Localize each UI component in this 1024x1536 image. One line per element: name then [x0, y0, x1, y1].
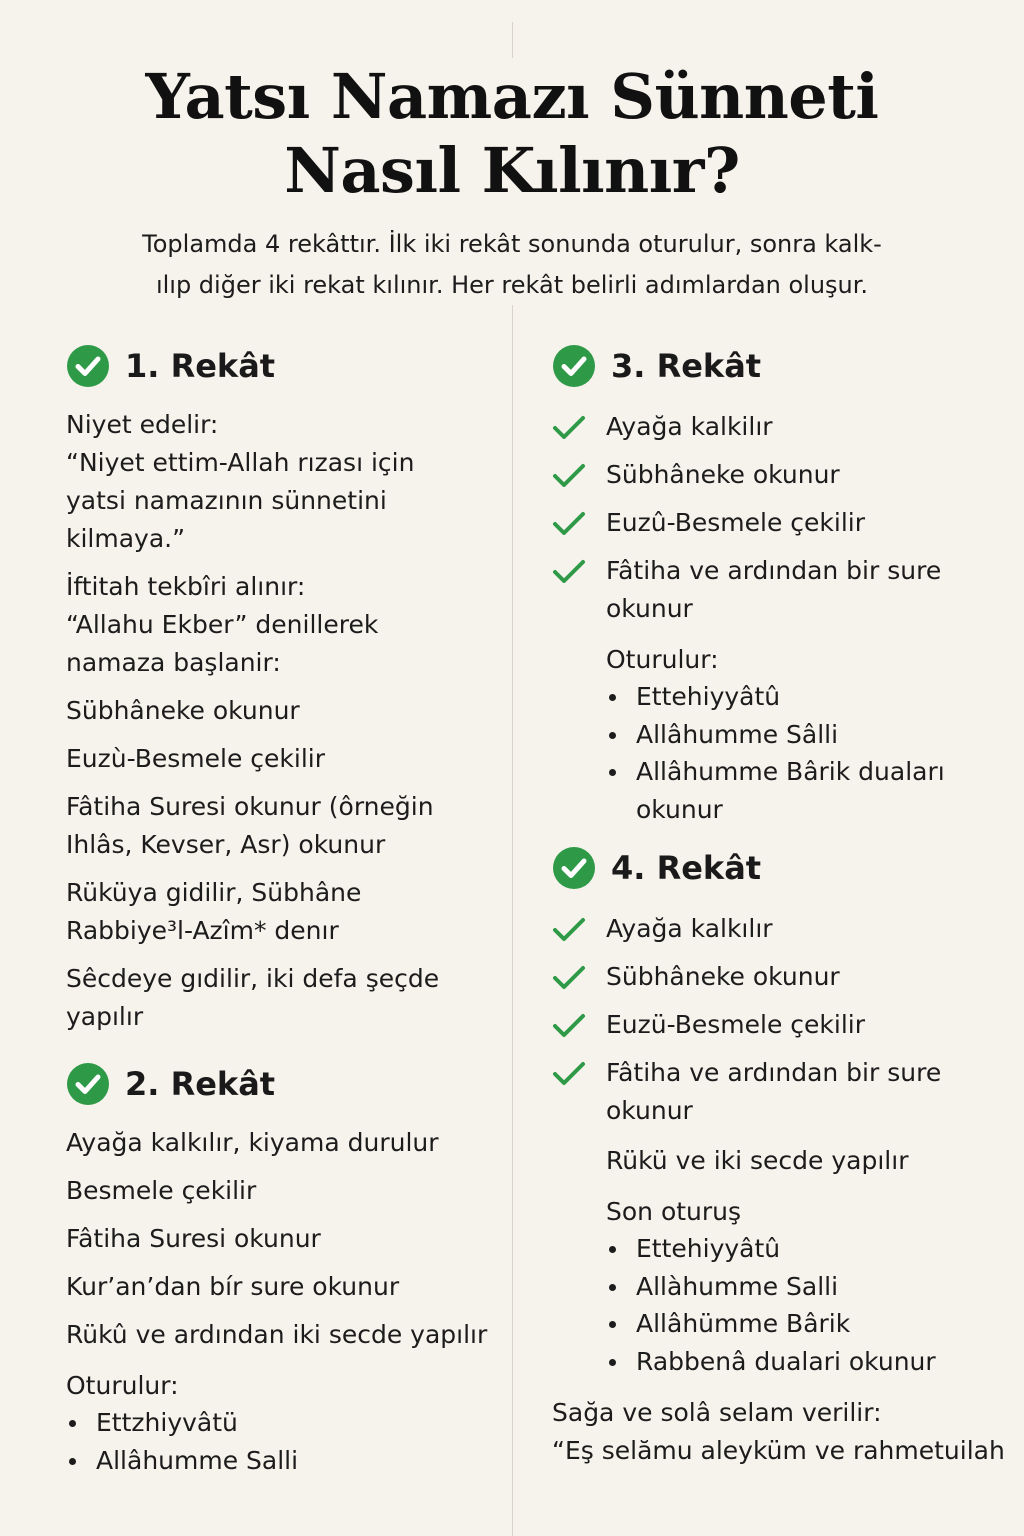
- check-item: [552, 552, 1016, 628]
- bullet-item: [606, 716, 1016, 754]
- check-icon: [552, 504, 586, 542]
- bullet-line: Allâhumme Sâlli: [636, 719, 839, 749]
- step-line: Ayağa kalkilır: [606, 412, 773, 441]
- step-line: yapılır: [66, 1002, 144, 1031]
- step-item: [66, 1220, 506, 1258]
- step-line: “Allahu Ekber” denillerek: [66, 610, 379, 639]
- check-item: [552, 1006, 1016, 1044]
- section-title: 3. Rekât: [611, 347, 762, 385]
- step-line: Ayağa kalkılır, kiyama durulur: [66, 1128, 439, 1157]
- check-icon: [552, 1006, 586, 1044]
- bullet-item: [66, 1442, 506, 1480]
- sitting-label: Oturulur:: [606, 645, 719, 674]
- bullet-line: Allâhümme Bârik: [636, 1309, 851, 1338]
- step-line: yatsi namazının sünnetini: [66, 486, 387, 515]
- rekat-3-sitting: [606, 642, 1016, 828]
- closing-line: “Eş selămu aleyküm ve rahmetuilah: [552, 1436, 1005, 1465]
- section-title: 1. Rekât: [125, 347, 276, 385]
- rekat-2-steps: [66, 1124, 506, 1354]
- step-line: Rabbiye³l-Azîm* denır: [66, 916, 339, 945]
- bullet-item: [606, 678, 1016, 716]
- bullet-item: [606, 1230, 1016, 1268]
- bullet-line: Rabbenâ dualari okunur: [636, 1346, 936, 1376]
- step-item: [66, 568, 506, 682]
- step-line: Ihlâs, Kevser, Asr) okunur: [66, 830, 386, 859]
- step-line: Rüküya gidilir, Sübhâne: [66, 878, 362, 907]
- left-column: [66, 340, 506, 1479]
- bullet-line: Ettehiyyâtû: [636, 682, 781, 711]
- sitting-label: Son oturuş: [606, 1197, 742, 1226]
- step-line: Sübhâneke okunur: [66, 696, 300, 725]
- bullet-line: Allâhumme Bârik duaları: [636, 757, 945, 786]
- step-line: “Niyet ettim-Allah rızası için: [66, 448, 415, 477]
- step-line: Niyet edelir:: [66, 410, 219, 439]
- bullet-item: [606, 1305, 1016, 1343]
- step-line: Fâtiha ve ardından bir sure: [606, 556, 942, 585]
- column-divider: [512, 305, 513, 1536]
- step-line: Euzù-Besmele çekilir: [66, 744, 326, 773]
- title-line: Nasıl Kılınır?: [284, 134, 740, 207]
- step-item: [66, 1316, 506, 1354]
- step-item: [66, 874, 506, 950]
- step-line: Sêcdeye gıdilir, iki defa şeçde: [66, 964, 440, 993]
- step-line: Fâtiha ve ardından bir sure: [606, 1058, 942, 1087]
- step-item: [66, 406, 506, 558]
- bullet-item: [606, 1268, 1016, 1306]
- check-icon: [552, 1054, 586, 1092]
- page-title: [0, 60, 1024, 208]
- bullet-line: Allâhumme Salli: [96, 1445, 299, 1475]
- check-item: [552, 456, 1016, 494]
- rekat-4-final-sitting: [606, 1194, 1016, 1380]
- rekat-2-sitting: [66, 1368, 506, 1479]
- sitting-label: Oturulur:: [66, 1371, 179, 1400]
- step-line: Fâtiha Suresi okunur (ôrneğin: [66, 792, 434, 821]
- closing-line: Sağa ve solâ selam verilir:: [552, 1398, 882, 1427]
- check-icon: [552, 408, 586, 446]
- step-line: Sübhâneke okunur: [606, 460, 840, 489]
- step-line: Fâtiha Suresi okunur: [66, 1224, 321, 1253]
- step-item: [66, 960, 506, 1036]
- bullet-line: Ettehiyyâtû: [636, 1234, 781, 1263]
- check-circle-icon: [66, 344, 110, 388]
- rekat-1-steps: [66, 406, 506, 1036]
- bullet-line: okunur: [636, 794, 723, 824]
- intro-line: ılıp diğer iki rekat kılınır. Her rekât belirli adımlardan oluşur.: [155, 271, 869, 299]
- step-item: [66, 740, 506, 778]
- step-line: Rükû ve ardından iki secde yapılır: [66, 1320, 488, 1349]
- step-line: okunur: [606, 594, 693, 623]
- section-title: 2. Rekât: [125, 1065, 276, 1103]
- check-circle-icon: [552, 846, 596, 890]
- check-icon: [552, 552, 586, 590]
- step-item: [66, 1124, 506, 1162]
- bullet-line: Ettzhiyvâtü: [96, 1408, 238, 1437]
- step-line: İftitah tekbîri alınır:: [66, 572, 306, 601]
- step-item: [66, 788, 506, 864]
- step-line: Euzû-Besmele çekilir: [606, 508, 866, 537]
- step-line: Besmele çekilir: [66, 1176, 257, 1205]
- intro-text: [112, 224, 912, 306]
- closing-text: [552, 1394, 1022, 1470]
- step-item: [66, 692, 506, 730]
- step-item: [66, 1268, 506, 1306]
- check-circle-icon: [552, 344, 596, 388]
- step-item: [66, 1172, 506, 1210]
- bullet-list: [66, 1404, 506, 1479]
- section-title: 4. Rekât: [611, 849, 762, 887]
- intro-line: Toplamda 4 rekâttır. İlk iki rekât sonunda oturulur, sonra kalk-: [142, 230, 882, 258]
- step-line: Ayağa kalkılır: [606, 914, 773, 943]
- section-header-rekat-3: [552, 340, 1016, 392]
- step-line: Kur’an’dan bír sure okunur: [66, 1272, 400, 1301]
- bullet-item: [66, 1404, 506, 1442]
- section-header-rekat-1: [66, 340, 506, 392]
- check-item: [552, 504, 1016, 542]
- rekat-4-extra-step: Rükü ve iki secde yapılır: [606, 1146, 909, 1175]
- step-line: kilmaya.”: [66, 524, 186, 553]
- rekat-4-steps: [552, 910, 1016, 1130]
- check-item: [552, 958, 1016, 996]
- check-item: [552, 910, 1016, 948]
- bullet-line: Allàhumme Salli: [636, 1271, 839, 1301]
- check-item: [552, 1054, 1016, 1130]
- bullet-list: [606, 678, 1016, 828]
- check-icon: [552, 456, 586, 494]
- bullet-list: [606, 1230, 1016, 1380]
- step-line: okunur: [606, 1096, 693, 1125]
- rekat-3-steps: [552, 408, 1016, 628]
- check-icon: [552, 910, 586, 948]
- section-header-rekat-2: [66, 1058, 506, 1110]
- bullet-item: [606, 1343, 1016, 1381]
- section-header-rekat-4: [552, 842, 1016, 894]
- step-line: Euzü-Besmele çekilir: [606, 1010, 866, 1039]
- step-line: namaza başlanir:: [66, 648, 281, 677]
- right-column: [552, 340, 1016, 1380]
- title-line: Yatsı Namazı Sünneti: [145, 60, 879, 133]
- check-item: [552, 408, 1016, 446]
- check-icon: [552, 958, 586, 996]
- check-circle-icon: [66, 1062, 110, 1106]
- bullet-item: [606, 753, 1016, 828]
- divider-top: [512, 22, 513, 58]
- step-line: Sübhâneke okunur: [606, 962, 840, 991]
